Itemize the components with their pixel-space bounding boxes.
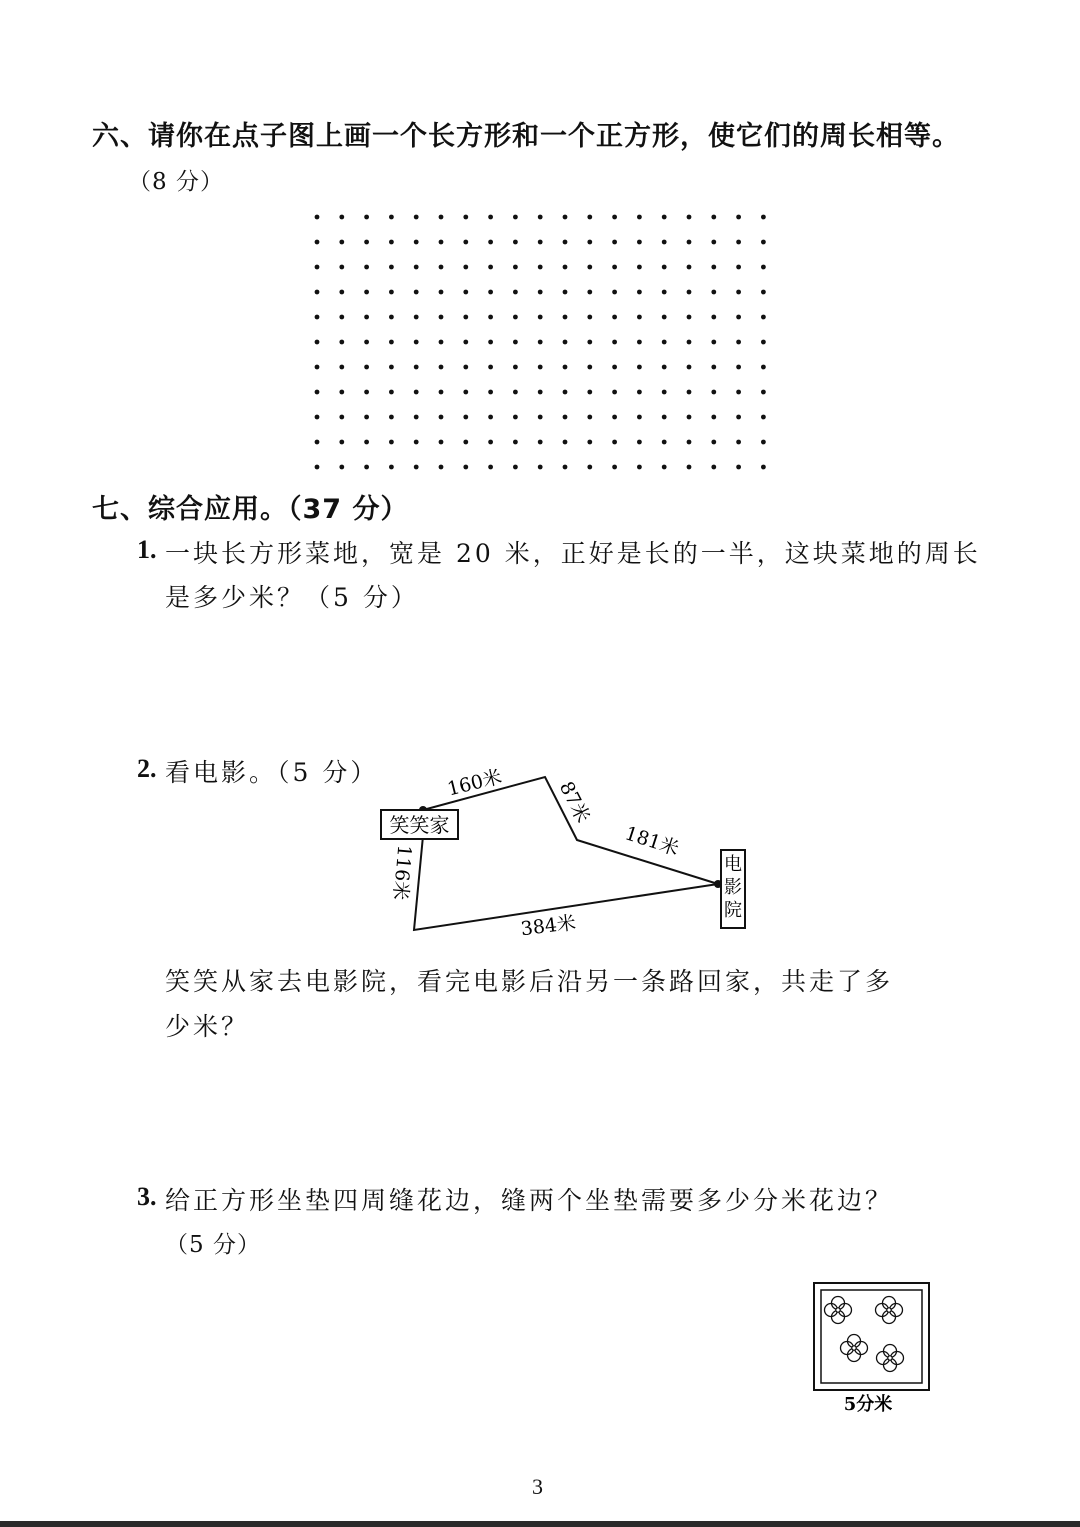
grid-dot[interactable] [736,465,741,470]
grid-dot[interactable] [315,215,320,220]
grid-dot[interactable] [488,215,493,220]
grid-dot[interactable] [736,240,741,245]
grid-dot[interactable] [339,265,344,270]
grid-dot[interactable] [587,315,592,320]
grid-dot[interactable] [637,415,642,420]
grid-dot[interactable] [488,390,493,395]
grid-dot[interactable] [662,215,667,220]
grid-dot[interactable] [315,240,320,245]
q3-text-line2: （5 分） [165,1232,261,1258]
grid-dot[interactable] [488,440,493,445]
grid-dot[interactable] [463,240,468,245]
grid-dot[interactable] [463,290,468,295]
grid-dot[interactable] [587,365,592,370]
clover-flower-icon [841,1335,868,1362]
grid-dot[interactable] [637,315,642,320]
grid-dot[interactable] [587,290,592,295]
grid-dot[interactable] [538,440,543,445]
grid-dot[interactable] [563,465,568,470]
grid-dot[interactable] [389,290,394,295]
grid-dot[interactable] [364,390,369,395]
grid-dot[interactable] [711,215,716,220]
grid-dot[interactable] [488,465,493,470]
q2-prompt: 看电影。（5 分） [165,758,379,787]
grid-dot[interactable] [711,340,716,345]
q1-text-line2: 是多少米？（5 分） [165,583,419,612]
grid-dot[interactable] [711,290,716,295]
q1-text-line1: 一块长方形菜地，宽是 20 米，正好是长的一半，这块菜地的周长 [165,539,981,568]
grid-dot[interactable] [587,415,592,420]
grid-dot[interactable] [637,240,642,245]
clover-flower-icon [876,1297,903,1324]
grid-dot[interactable] [339,390,344,395]
grid-dot[interactable] [761,315,766,320]
grid-dot[interactable] [761,465,766,470]
grid-dot[interactable] [315,415,320,420]
cinema-label-3: 院 [724,900,742,921]
grid-dot[interactable] [662,265,667,270]
grid-dot[interactable] [439,265,444,270]
grid-dot[interactable] [612,315,617,320]
grid-dot[interactable] [587,265,592,270]
grid-dot[interactable] [662,390,667,395]
route-label-384: 384米 [519,911,578,941]
grid-dot[interactable] [439,290,444,295]
grid-dot[interactable] [364,215,369,220]
cinema-label-1: 电 [724,854,742,875]
grid-dot[interactable] [662,340,667,345]
grid-dot[interactable] [315,290,320,295]
grid-dot[interactable] [389,240,394,245]
grid-dot[interactable] [736,265,741,270]
q2-text-line2: 少米？ [165,1012,250,1041]
route-label-160: 160米 [445,765,505,801]
grid-dot[interactable] [761,240,766,245]
grid-dot[interactable] [662,315,667,320]
grid-dot[interactable] [761,215,766,220]
cushion-side-label: 5分米 [843,1394,893,1415]
grid-dot[interactable] [563,440,568,445]
grid-dot[interactable] [612,265,617,270]
grid-dot[interactable] [439,340,444,345]
grid-dot[interactable] [364,315,369,320]
grid-dot[interactable] [339,215,344,220]
cushion-outer-border [814,1283,929,1390]
q1-number: 1. [137,535,157,564]
grid-dot[interactable] [339,415,344,420]
grid-dot[interactable] [339,315,344,320]
grid-dot[interactable] [414,365,419,370]
grid-dot[interactable] [563,365,568,370]
grid-dot[interactable] [687,265,692,270]
q2-number: 2. [137,754,157,783]
grid-dot[interactable] [488,290,493,295]
grid-dot[interactable] [389,465,394,470]
grid-dot[interactable] [612,340,617,345]
cushion-figure [810,1280,935,1420]
grid-dot[interactable] [761,265,766,270]
section7-title: 七、综合应用。（37 分） [92,494,409,525]
grid-dot[interactable] [711,265,716,270]
grid-dot[interactable] [414,290,419,295]
grid-dot[interactable] [389,390,394,395]
grid-dot[interactable] [439,215,444,220]
grid-dot[interactable] [687,215,692,220]
grid-dot[interactable] [662,290,667,295]
grid-dot[interactable] [439,315,444,320]
grid-dot[interactable] [563,215,568,220]
grid-dot[interactable] [612,240,617,245]
grid-dot[interactable] [662,240,667,245]
grid-dot[interactable] [315,265,320,270]
grid-dot[interactable] [563,415,568,420]
grid-dot[interactable] [364,440,369,445]
grid-dot[interactable] [736,215,741,220]
grid-dot[interactable] [662,465,667,470]
grid-dot[interactable] [513,390,518,395]
route-label-87: 87米 [554,778,594,827]
grid-dot[interactable] [563,390,568,395]
grid-dot[interactable] [687,290,692,295]
grid-dot[interactable] [463,315,468,320]
grid-dot[interactable] [761,440,766,445]
grid-dot[interactable] [538,315,543,320]
grid-dot[interactable] [736,415,741,420]
grid-dot[interactable] [637,390,642,395]
grid-dot[interactable] [538,365,543,370]
grid-dot[interactable] [488,315,493,320]
grid-dot[interactable] [339,465,344,470]
cinema-label-2: 影 [724,877,742,898]
grid-dot[interactable] [687,390,692,395]
grid-dot[interactable] [389,340,394,345]
grid-dot[interactable] [612,465,617,470]
grid-dot[interactable] [662,440,667,445]
grid-dot[interactable] [711,315,716,320]
grid-dot[interactable] [687,415,692,420]
grid-dot[interactable] [761,415,766,420]
grid-dot[interactable] [612,365,617,370]
grid-dot[interactable] [389,365,394,370]
q2-text-line1: 笑笑从家去电影院，看完电影后沿另一条路回家，共走了多 [165,967,894,996]
grid-dot[interactable] [513,465,518,470]
grid-dot[interactable] [315,465,320,470]
grid-dot[interactable] [563,240,568,245]
grid-dot[interactable] [414,265,419,270]
grid-dot[interactable] [538,340,543,345]
route-label-181: 181米 [622,822,682,861]
grid-dot[interactable] [364,365,369,370]
grid-dot[interactable] [538,290,543,295]
grid-dot[interactable] [414,215,419,220]
grid-dot[interactable] [339,365,344,370]
grid-dot[interactable] [315,440,320,445]
grid-dot[interactable] [711,415,716,420]
grid-dot[interactable] [687,465,692,470]
section6-score: （8 分） [128,169,224,195]
grid-dot[interactable] [463,465,468,470]
grid-dot[interactable] [364,265,369,270]
grid-dot[interactable] [761,340,766,345]
grid-dot[interactable] [687,440,692,445]
grid-dot[interactable] [513,240,518,245]
grid-dot[interactable] [414,340,419,345]
grid-dot[interactable] [488,240,493,245]
route-label-116: 116米 [388,844,416,902]
grid-dot[interactable] [463,440,468,445]
grid-dot[interactable] [364,340,369,345]
grid-dot[interactable] [364,290,369,295]
grid-dot[interactable] [563,265,568,270]
grid-dot[interactable] [364,415,369,420]
grid-dot[interactable] [538,240,543,245]
grid-dot[interactable] [513,215,518,220]
grid-dot[interactable] [339,340,344,345]
grid-dot[interactable] [637,340,642,345]
grid-dot[interactable] [637,440,642,445]
grid-dot[interactable] [488,365,493,370]
grid-dot[interactable] [637,265,642,270]
grid-dot[interactable] [736,290,741,295]
grid-dot[interactable] [439,440,444,445]
grid-dot[interactable] [637,465,642,470]
clover-flower-icon [825,1297,852,1324]
grid-dot[interactable] [463,215,468,220]
grid-dot[interactable] [439,415,444,420]
grid-dot[interactable] [637,365,642,370]
grid-dot[interactable] [687,340,692,345]
grid-dot[interactable] [414,415,419,420]
grid-dot[interactable] [662,415,667,420]
grid-dot[interactable] [563,340,568,345]
grid-dot[interactable] [687,240,692,245]
page-bottom-border [0,1521,1080,1527]
grid-dot[interactable] [736,440,741,445]
grid-dot[interactable] [414,465,419,470]
grid-dot[interactable] [538,465,543,470]
grid-dot[interactable] [439,240,444,245]
grid-dot[interactable] [587,440,592,445]
grid-dot[interactable] [711,390,716,395]
grid-dot[interactable] [612,415,617,420]
grid-dot[interactable] [711,465,716,470]
q3-text-line1: 给正方形坐垫四周缝花边，缝两个坐垫需要多少分米花边？ [165,1186,894,1215]
grid-dot[interactable] [315,390,320,395]
grid-dot[interactable] [488,265,493,270]
grid-dot[interactable] [463,265,468,270]
grid-dot[interactable] [587,390,592,395]
grid-dot[interactable] [587,340,592,345]
grid-dot[interactable] [339,240,344,245]
grid-dot[interactable] [389,265,394,270]
grid-dot[interactable] [687,365,692,370]
grid-dot[interactable] [538,415,543,420]
grid-dot[interactable] [563,290,568,295]
grid-dot[interactable] [389,315,394,320]
clover-flower-icon [877,1345,904,1372]
cushion-inner-border [821,1290,922,1383]
grid-dot[interactable] [414,390,419,395]
grid-dot[interactable] [364,240,369,245]
grid-dot[interactable] [612,390,617,395]
grid-dot[interactable] [488,415,493,420]
grid-dot[interactable] [513,440,518,445]
grid-dot[interactable] [662,365,667,370]
grid-dot[interactable] [439,365,444,370]
grid-dot[interactable] [761,390,766,395]
grid-dot[interactable] [538,215,543,220]
grid-dot[interactable] [463,390,468,395]
grid-dot[interactable] [736,315,741,320]
grid-dot[interactable] [736,390,741,395]
grid-dot[interactable] [637,215,642,220]
grid-dot[interactable] [538,265,543,270]
grid-dot[interactable] [339,440,344,445]
q3-number: 3. [137,1182,157,1211]
grid-dot[interactable] [736,365,741,370]
grid-dot[interactable] [711,240,716,245]
grid-dot[interactable] [463,415,468,420]
grid-dot[interactable] [587,215,592,220]
grid-dot[interactable] [315,315,320,320]
grid-dot[interactable] [488,340,493,345]
route-map [360,755,780,945]
grid-dot[interactable] [414,240,419,245]
grid-dot[interactable] [761,290,766,295]
grid-dot[interactable] [364,465,369,470]
grid-dot[interactable] [389,215,394,220]
grid-dot[interactable] [439,465,444,470]
grid-dot[interactable] [761,365,766,370]
dot-grid[interactable] [300,200,790,480]
grid-dot[interactable] [463,340,468,345]
grid-dot[interactable] [389,415,394,420]
section6-title: 六、请你在点子图上画一个长方形和一个正方形，使它们的周长相等。 [92,121,960,152]
grid-dot[interactable] [612,215,617,220]
grid-dot[interactable] [513,365,518,370]
grid-dot[interactable] [513,340,518,345]
grid-dot[interactable] [315,365,320,370]
grid-dot[interactable] [687,315,692,320]
grid-dot[interactable] [513,415,518,420]
grid-dot[interactable] [389,440,394,445]
grid-dot[interactable] [463,365,468,370]
grid-dot[interactable] [513,290,518,295]
page-number: 3 [532,1474,543,1499]
grid-dot[interactable] [563,315,568,320]
grid-dot[interactable] [513,265,518,270]
grid-dot[interactable] [612,440,617,445]
home-label: 笑笑家 [389,813,450,837]
grid-dot[interactable] [711,440,716,445]
grid-dot[interactable] [414,440,419,445]
grid-dot[interactable] [736,340,741,345]
grid-dot[interactable] [513,315,518,320]
grid-dot[interactable] [711,365,716,370]
grid-dot[interactable] [612,290,617,295]
grid-dot[interactable] [339,290,344,295]
grid-dot[interactable] [315,340,320,345]
grid-dot[interactable] [587,465,592,470]
grid-dot[interactable] [587,240,592,245]
grid-dot[interactable] [637,290,642,295]
grid-dot[interactable] [414,315,419,320]
grid-dot[interactable] [439,390,444,395]
grid-dot[interactable] [538,390,543,395]
